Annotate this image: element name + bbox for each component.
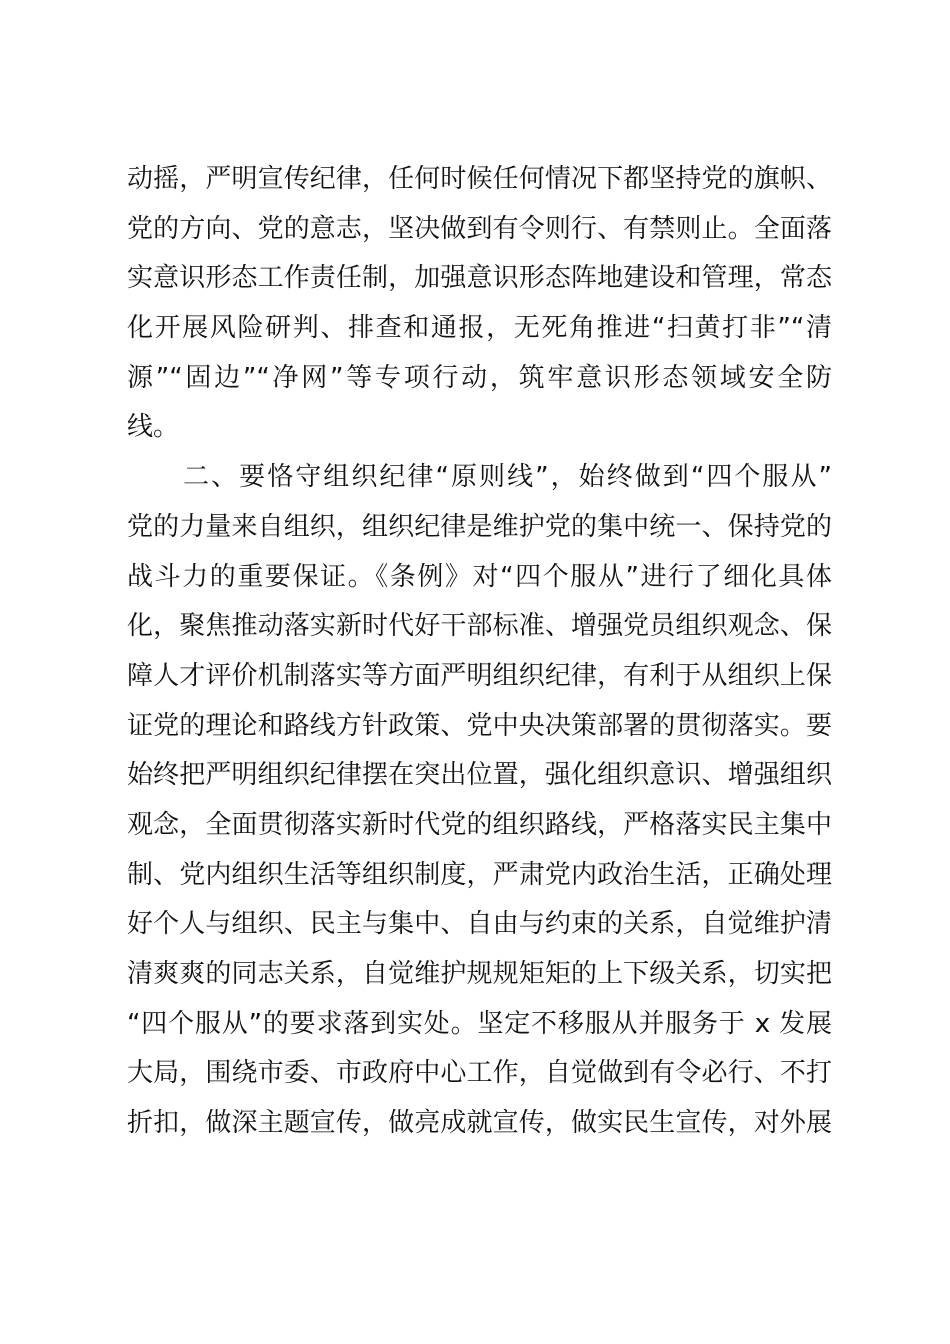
text-line: 始终把严明组织纪律摆在突出位置，强化组织意识、增强组织 xyxy=(127,760,832,791)
text-line: “四个服从”的要求落到实处。坚定不移服从并服务于 x 发展 xyxy=(127,1008,832,1039)
text-line: 线。 xyxy=(127,412,180,443)
text-line: 源”“固边”“净网”等专项行动，筑牢意识形态领域安全防 xyxy=(127,362,832,393)
text-line: 大局，围绕市委、市政府中心工作，自觉做到有令必行、不打 xyxy=(127,1058,832,1089)
text-line: 清爽爽的同志关系，自觉维护规规矩矩的上下级关系，切实把 xyxy=(127,959,832,989)
text-line: 化开展风险研判、排查和通报，无死角推进“扫黄打非”“清 xyxy=(127,313,832,344)
text-line: 折扣，做深主题宣传，做亮成就宣传，做实民生宣传，对外展 xyxy=(127,1108,832,1139)
text-line: 观念，全面贯彻落实新时代党的组织路线，严格落实民主集中 xyxy=(127,809,832,840)
body-text xyxy=(127,155,832,1149)
text-line: 障人才评价机制落实等方面严明组织纪律，有利于从组织上保 xyxy=(127,660,832,691)
text-line: 好个人与组织、民主与集中、自由与约束的关系，自觉维护清 xyxy=(127,909,832,940)
text-line: 党的方向、党的意志，坚决做到有令则行、有禁则止。全面落 xyxy=(127,213,832,244)
text-line: 动摇，严明宣传纪律，任何时候任何情况下都坚持党的旗帜、 xyxy=(127,164,832,194)
text-line: 证党的理论和路线方针政策、党中央决策部署的贯彻落实。要 xyxy=(127,710,832,741)
text-line: 党的力量来自组织，组织纪律是维护党的集中统一、保持党的 xyxy=(127,511,832,542)
text-line: 战斗力的重要保证。《条例》对“四个服从”进行了细化具体 xyxy=(127,561,832,592)
text-line: 实意识形态工作责任制，加强意识形态阵地建设和管理，常态 xyxy=(127,263,832,294)
text-line: 二、要恪守组织纪律“原则线”，始终做到“四个服从” xyxy=(127,462,832,493)
text-line: 制、党内组织生活等组织制度，严肃党内政治生活，正确处理 xyxy=(127,859,832,890)
text-line: 化，聚焦推动落实新时代好干部标准、增强党员组织观念、保 xyxy=(127,611,832,642)
